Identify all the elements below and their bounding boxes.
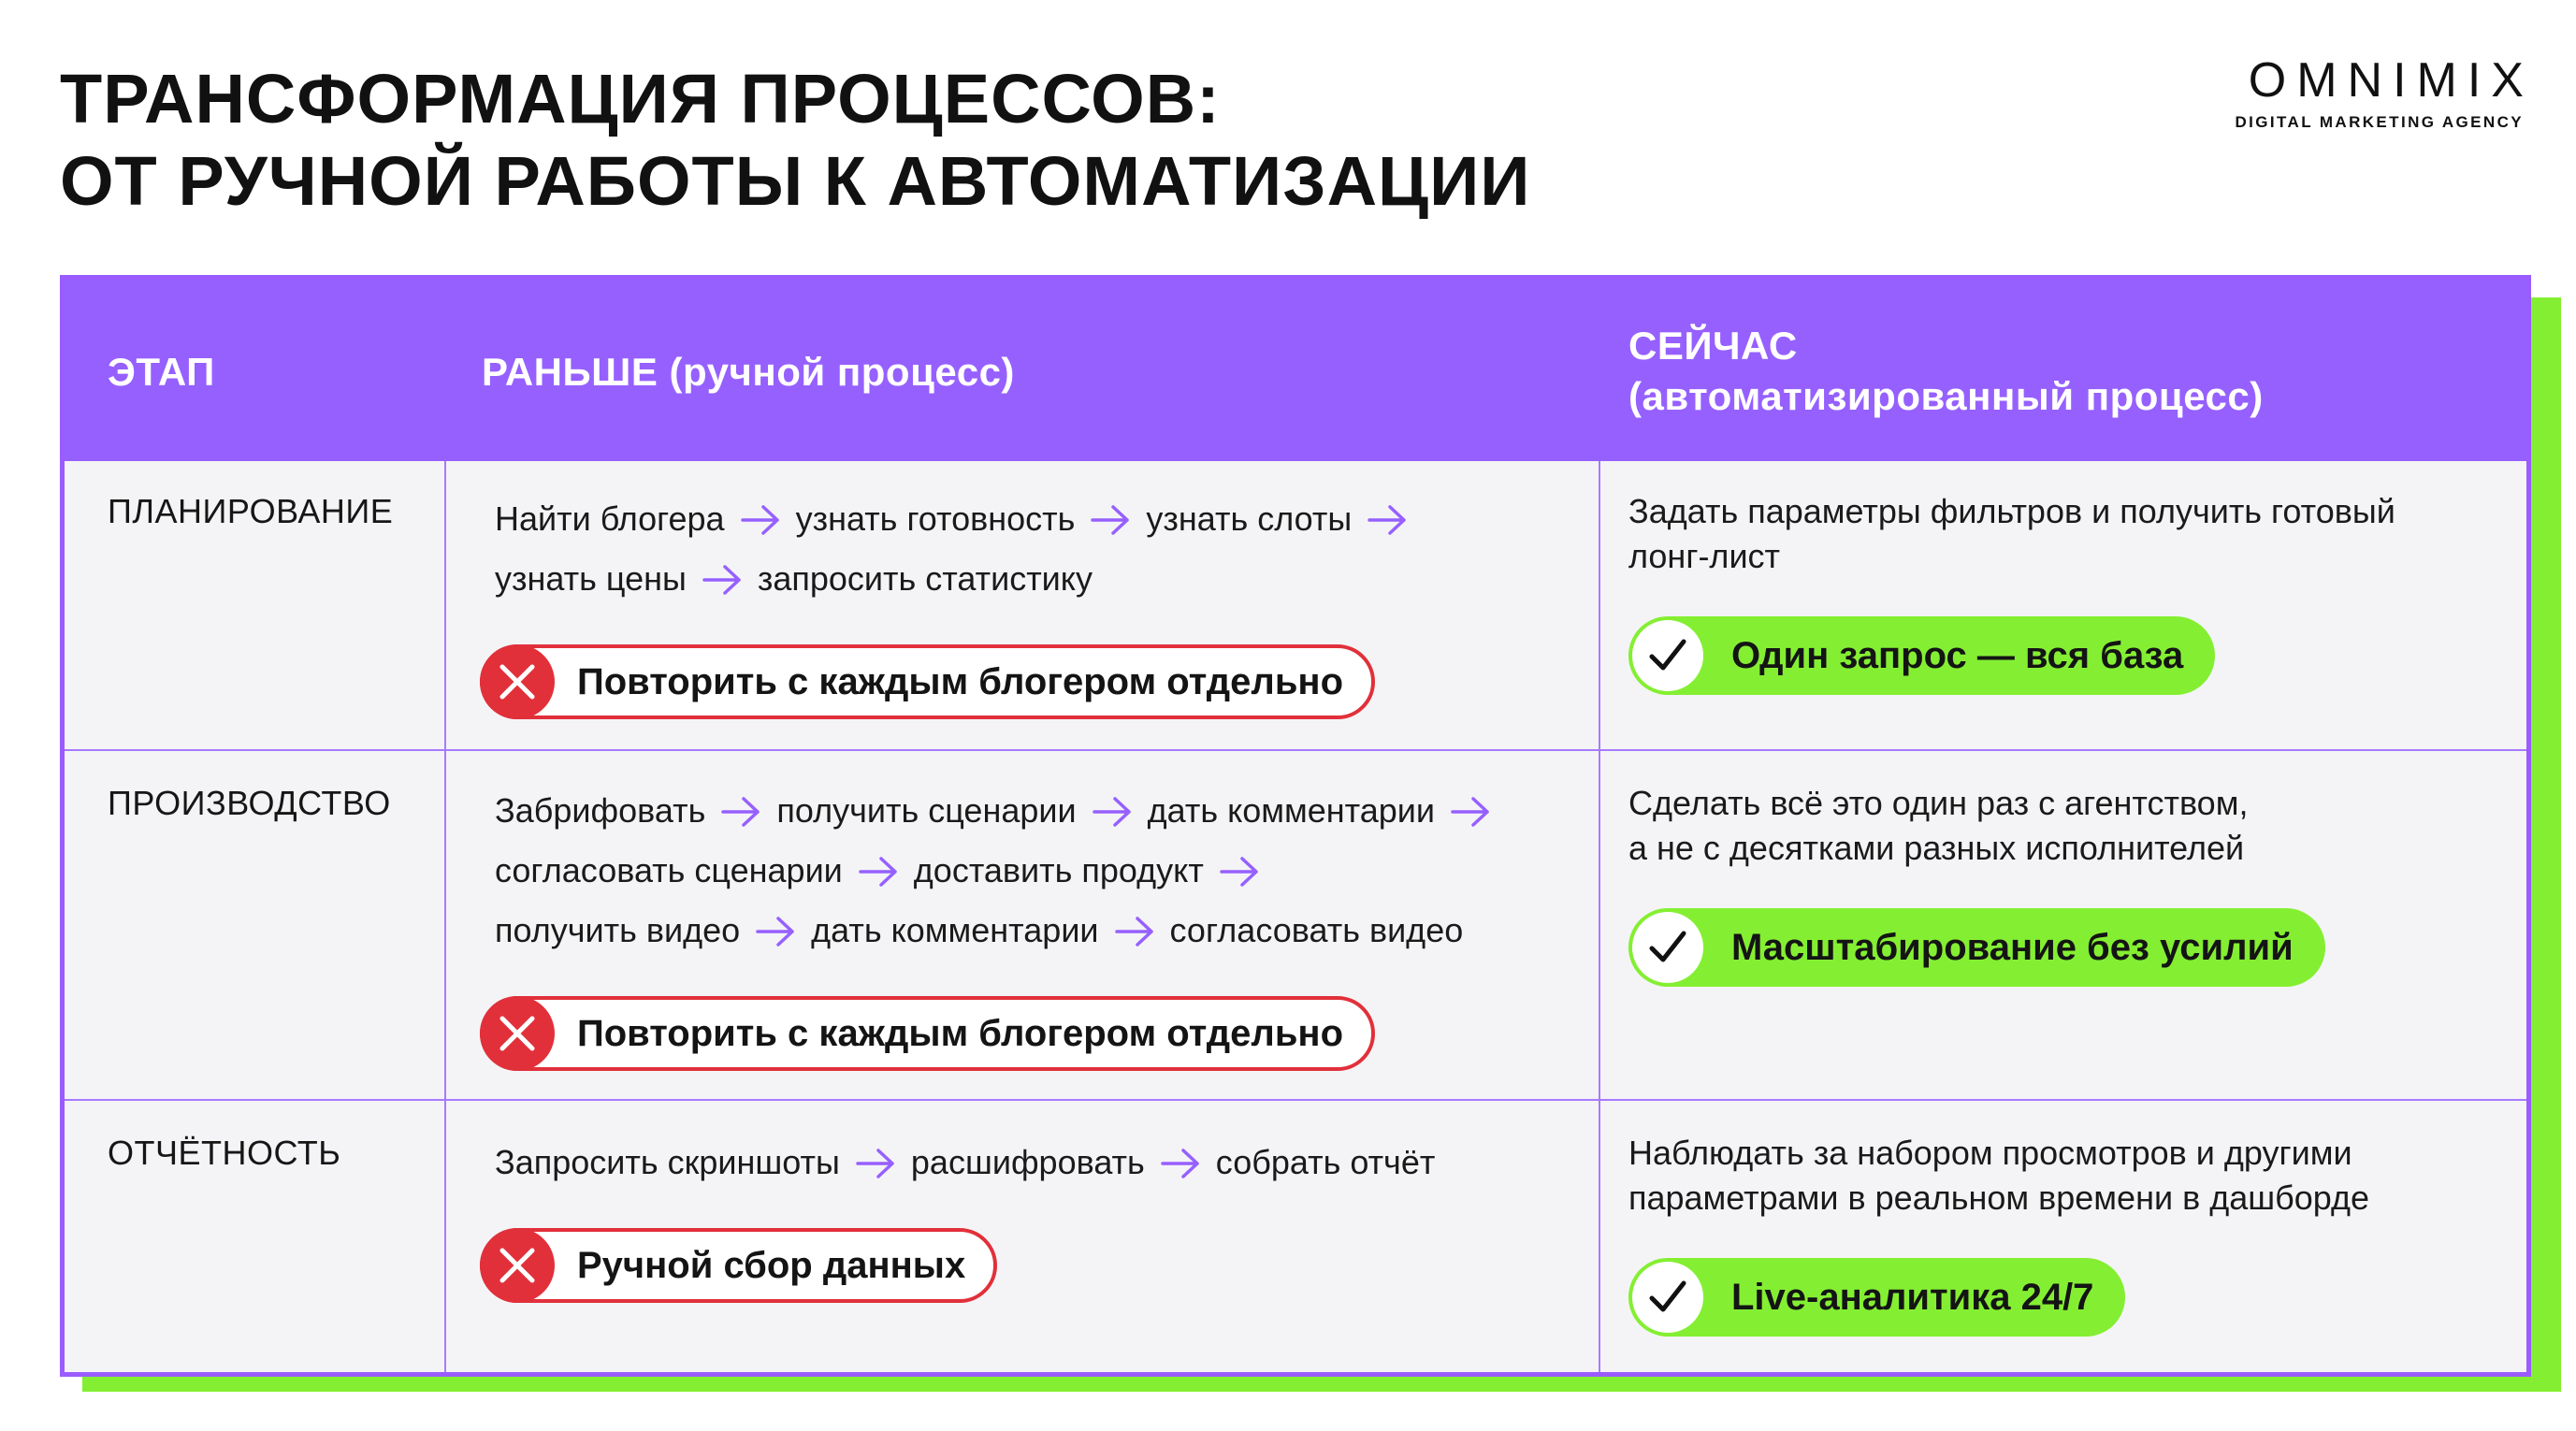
x-circle-icon — [480, 1228, 555, 1303]
before-badge — [480, 644, 1375, 719]
check-circle-icon — [1632, 912, 1703, 983]
steps-line — [495, 841, 1617, 901]
step: запросить статистику — [757, 559, 1093, 598]
page-title-line-2: ОТ РУЧНОЙ РАБОТЫ К АВТОМАТИЗАЦИИ — [60, 142, 1531, 220]
header-stage: ЭТАП — [108, 350, 215, 394]
now-badge-text: Масштабирование без усилий — [1731, 926, 2294, 968]
now-description — [1628, 1131, 2489, 1221]
logo-name: OMNIMIX — [2248, 53, 2534, 108]
header-now — [1628, 321, 2264, 422]
step: получить видео — [495, 911, 741, 949]
brand-logo — [2235, 52, 2534, 133]
now-description-line: параметрами в реальном времени в дашборде — [1628, 1178, 2369, 1217]
now-description-line: Наблюдать за набором просмотров и другими — [1628, 1134, 2352, 1172]
before-badge — [480, 1228, 997, 1303]
before-steps — [495, 489, 1617, 609]
x-circle-icon — [480, 644, 555, 719]
step: Запросить скриншоты — [495, 1143, 840, 1181]
step: узнать слоты — [1146, 499, 1353, 538]
arrow-right-icon — [1092, 787, 1133, 818]
page-title-line-1: ТРАНСФОРМАЦИЯ ПРОЦЕССОВ: — [60, 60, 1221, 137]
now-description-line: Задать параметры фильтров и получить готовый — [1628, 492, 2395, 530]
arrow-right-icon — [755, 906, 796, 938]
now-description-line: а не с десятками разных исполнителей — [1628, 829, 2245, 867]
steps-line — [495, 781, 1617, 841]
now-badge — [1628, 908, 2325, 987]
steps-line — [495, 549, 1617, 609]
now-description — [1628, 489, 2489, 579]
now-badge — [1628, 1258, 2125, 1337]
now-description-line: Сделать всё это один раз с агентством, — [1628, 784, 2249, 822]
arrow-right-icon — [1160, 1138, 1201, 1170]
before-badge-text: Повторить с каждым блогером отдельно — [577, 1012, 1344, 1054]
header-before: РАНЬШЕ (ручной процесс) — [482, 350, 1015, 394]
arrow-right-icon — [858, 846, 899, 878]
arrow-right-icon — [702, 555, 743, 586]
now-badge-text: Live-аналитика 24/7 — [1731, 1276, 2094, 1318]
before-badge-text: Ручной сбор данных — [577, 1244, 966, 1286]
stage-label: ОТЧЁТНОСТЬ — [108, 1134, 341, 1172]
arrow-right-icon — [1367, 495, 1408, 527]
page-title — [60, 58, 1530, 223]
now-badge-text: Один запрос — вся база — [1731, 634, 2184, 676]
row-divider — [65, 1099, 2526, 1101]
header-now-line-2: (автоматизированный процесс) — [1628, 374, 2264, 418]
steps-line — [495, 1133, 1617, 1192]
check-circle-icon — [1632, 1262, 1703, 1333]
arrow-right-icon — [1090, 495, 1131, 527]
stage-label: ПРОИЗВОДСТВО — [108, 784, 391, 822]
check-circle-icon — [1632, 620, 1703, 691]
header-now-line-1: СЕЙЧАС — [1628, 324, 1798, 368]
step: дать комментарии — [1147, 791, 1435, 830]
before-steps — [495, 1133, 1617, 1192]
row-divider — [65, 749, 2526, 751]
step: Найти блогера — [495, 499, 725, 538]
stage-label: ПЛАНИРОВАНИЕ — [108, 492, 394, 530]
before-steps — [495, 781, 1617, 961]
steps-line — [495, 901, 1617, 961]
step: согласовать видео — [1169, 911, 1464, 949]
step: собрать отчёт — [1215, 1143, 1436, 1181]
arrow-right-icon — [740, 495, 781, 527]
step: узнать готовность — [795, 499, 1076, 538]
comparison-table — [60, 275, 2531, 1377]
steps-line — [495, 489, 1617, 549]
step: дать комментарии — [811, 911, 1099, 949]
column-divider — [444, 461, 446, 1372]
step: получить сценарии — [776, 791, 1077, 830]
arrow-right-icon — [720, 787, 761, 818]
step: узнать цены — [495, 559, 687, 598]
x-circle-icon — [480, 996, 555, 1071]
before-badge-text: Повторить с каждым блогером отдельно — [577, 660, 1344, 702]
step: согласовать сценарии — [495, 851, 843, 889]
arrow-right-icon — [1114, 906, 1155, 938]
step: Забрифовать — [495, 791, 706, 830]
before-badge — [480, 996, 1375, 1071]
table-header — [65, 280, 2526, 461]
step: доставить продукт — [913, 851, 1204, 889]
now-description-line: лонг-лист — [1628, 537, 1781, 575]
logo-subtitle: DIGITAL MARKETING AGENCY — [2235, 113, 2524, 131]
step: расшифровать — [910, 1143, 1145, 1181]
arrow-right-icon — [1219, 846, 1260, 878]
arrow-right-icon — [1450, 787, 1491, 818]
now-description — [1628, 781, 2489, 871]
arrow-right-icon — [855, 1138, 896, 1170]
now-badge — [1628, 616, 2215, 695]
